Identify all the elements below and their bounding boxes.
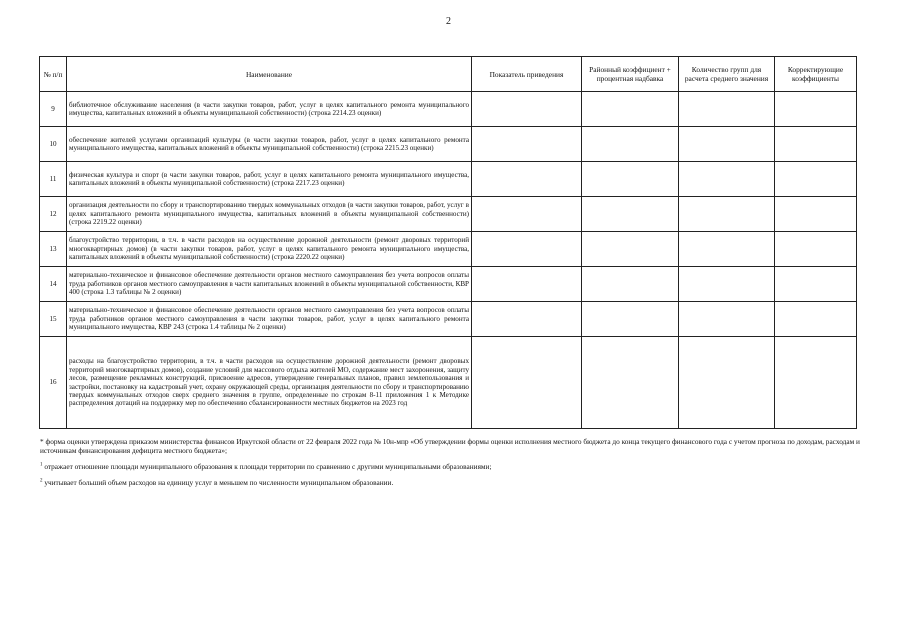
table-row [40, 267, 857, 302]
row-number: 10 [40, 127, 67, 162]
row-group-count [679, 92, 775, 127]
row-indicator [472, 92, 582, 127]
row-group-count [679, 162, 775, 197]
row-regional-coefficient [582, 302, 679, 337]
table-row [40, 232, 857, 267]
row-indicator [472, 302, 582, 337]
row-group-count [679, 337, 775, 429]
header-group-count: Количество групп для расчета среднего значения [679, 57, 775, 92]
row-correction [775, 197, 857, 232]
row-number: 12 [40, 197, 67, 232]
row-name: организация деятельности по сбору и транспортированию твердых коммунальных отходов (в части закупки товаров, работ, услуг в целях капитального ремонта муниципального имущества, капитальных вложений в объекты муниципальной собственности) (строка 2219.22 оценки) [67, 197, 472, 232]
row-group-count [679, 197, 775, 232]
row-name: физическая культура и спорт (в части закупки товаров, работ, услуг в целях капитального ремонта муниципального имущества, капитальных вложений в объекты муниципальной собственности) (строка 2217.23 оценки) [67, 162, 472, 197]
footnotes [40, 437, 860, 487]
row-group-count [679, 267, 775, 302]
row-correction [775, 127, 857, 162]
row-indicator [472, 337, 582, 429]
row-group-count [679, 302, 775, 337]
row-group-count [679, 127, 775, 162]
header-number: № п/п [40, 57, 67, 92]
row-regional-coefficient [582, 197, 679, 232]
footnote-2-mark: 2 [40, 478, 43, 484]
row-number: 13 [40, 232, 67, 267]
row-regional-coefficient [582, 337, 679, 429]
row-regional-coefficient [582, 127, 679, 162]
footnote-1-text: отражает отношение площади муниципального образования к площади территории по сравнению с другими муниципальными образованиями; [44, 462, 492, 471]
row-indicator [472, 267, 582, 302]
row-group-count [679, 232, 775, 267]
row-number: 16 [40, 337, 67, 429]
row-name: материально-техническое и финансовое обеспечение деятельности органов местного самоуправления без учета вопросов оплаты труда работников органов местного самоуправления в части закупки товаров, работ, услуг в целях капитального ремонта муниципального имущества, КВР 243 (строка 1.4 таблицы № 2 оценки) [67, 302, 472, 337]
row-number: 9 [40, 92, 67, 127]
footnote-2 [40, 478, 860, 487]
row-number: 11 [40, 162, 67, 197]
table-row [40, 162, 857, 197]
table-row [40, 302, 857, 337]
allocation-table [39, 56, 857, 429]
table-header-row [40, 57, 857, 92]
row-correction [775, 162, 857, 197]
row-correction [775, 267, 857, 302]
row-regional-coefficient [582, 267, 679, 302]
footnote-2-text: учитывает больший объем расходов на единицу услуг в меньшем по численности муниципальном образовании. [44, 478, 394, 487]
header-name: Наименование [67, 57, 472, 92]
footnote-1-mark: 1 [40, 462, 43, 468]
page-number: 2 [446, 16, 451, 27]
header-indicator: Показатель приведения [472, 57, 582, 92]
footnote-1 [40, 462, 860, 471]
footnote-star: * форма оценки утверждена приказом министерства финансов Иркутской области от 22 февраля 2022 года № 10н-мпр «Об утверждении формы оценки исполнения местного бюджета до конца текущего финансового года с учетом прогноза по доходам, расходам и источникам финансирования дефицита местного бюджета»; [40, 437, 860, 455]
row-regional-coefficient [582, 92, 679, 127]
row-correction [775, 337, 857, 429]
row-correction [775, 232, 857, 267]
row-indicator [472, 162, 582, 197]
row-regional-coefficient [582, 232, 679, 267]
row-name: библиотечное обслуживание населения (в части закупки товаров, работ, услуг в целях капитального ремонта муниципального имущества, капитальных вложений в объекты муниципальной собственности) (строка 2214.23 оценки) [67, 92, 472, 127]
row-name: благоустройство территории, в т.ч. в части расходов на осуществление дорожной деятельности (ремонт дворовых территорий многоквартирных домов) (в части закупки товаров, работ, услуг в целях капитального ремонта муниципального имущества, капитальных вложений в объекты муниципальной собственности) (строка 2220.22 оценки) [67, 232, 472, 267]
row-correction [775, 92, 857, 127]
row-indicator [472, 197, 582, 232]
table-row [40, 127, 857, 162]
row-regional-coefficient [582, 162, 679, 197]
header-correction-coefficients: Корректирующие коэффициенты [775, 57, 857, 92]
table-row [40, 197, 857, 232]
row-number: 15 [40, 302, 67, 337]
row-correction [775, 302, 857, 337]
table-row [40, 337, 857, 429]
row-name: материально-техническое и финансовое обеспечение деятельности органов местного самоуправления без учета вопросов оплаты труда работников органов местного самоуправления в части капитальных вложений в объекты муниципальной собственности, КВР 400 (строка 1.3 таблицы № 2 оценки) [67, 267, 472, 302]
row-indicator [472, 127, 582, 162]
row-name: обеспечение жителей услугами организаций культуры (в части закупки товаров, работ, услуг в целях капитального ремонта муниципального имущества, капитальных вложений в объекты муниципальной собственности) (строка 2215.23 оценки) [67, 127, 472, 162]
row-indicator [472, 232, 582, 267]
row-name: расходы на благоустройство территории, в т.ч. в части расходов на осуществление дорожной деятельности (ремонт дворовых территорий многоквартирных домов), создание условий для массового отдыха жителей МО, содержание мест захоронения, защиту лесов, размещение рекламных конструкций, присвоение адресов, утверждение генеральных планов, правил землепользования и застройки, постановку на кадастровый учет, охрану окружающей среды, организация деятельности по сбору и транспортированию твердых коммунальных отходов сверх среднего значения в группе, определенные по строкам 8-11 приложения 1 к Методике распределения дотаций на поддержку мер по обеспечению сбалансированности местных бюджетов на 2023 год [67, 337, 472, 429]
table-row [40, 92, 857, 127]
row-number: 14 [40, 267, 67, 302]
header-regional-coefficient: Районный коэффициент + процентная надбавка [582, 57, 679, 92]
